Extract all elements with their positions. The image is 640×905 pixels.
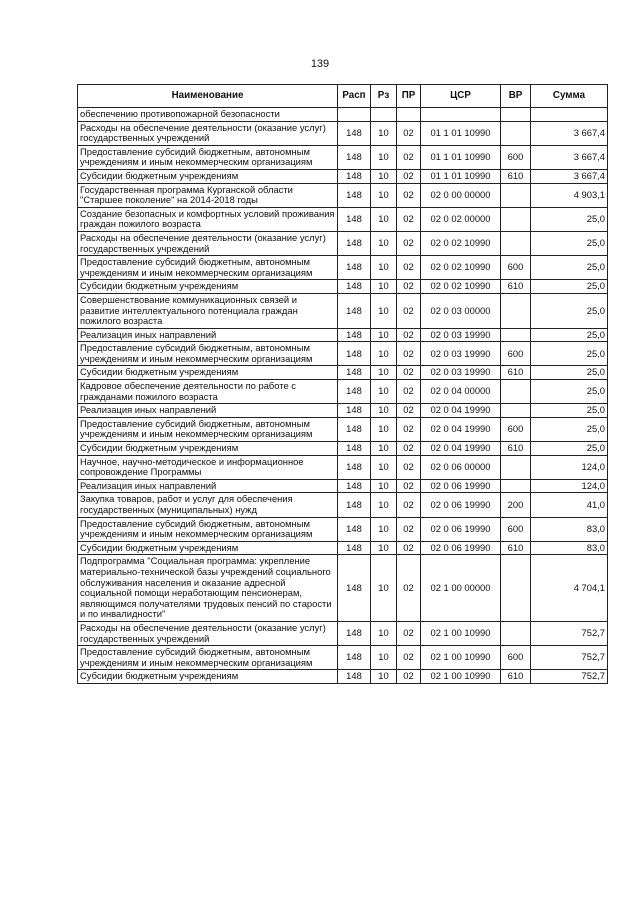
table-row: [78, 366, 608, 380]
row-sum-cell: 25,0: [531, 342, 608, 366]
row-vr-cell: 600: [501, 417, 531, 441]
row-rz-cell: 10: [371, 621, 397, 645]
row-rasp-cell: 148: [338, 455, 371, 479]
row-name-cell: Предоставление субсидий бюджетным, автономным учреждениям и иным некоммерческим организациям: [78, 417, 338, 441]
row-pr-cell: 02: [397, 280, 421, 294]
table-row: [78, 280, 608, 294]
row-name-cell: Совершенствование коммуникационных связей и развитие интеллектуального потенциала граждан пожилого возраста: [78, 293, 338, 328]
row-rasp-cell: 148: [338, 380, 371, 404]
row-rz-cell: 10: [371, 479, 397, 493]
row-rasp-cell: 148: [338, 555, 371, 622]
row-csr-cell: 02 0 06 19990: [421, 479, 501, 493]
row-name-cell: Создание безопасных и комфортных условий проживания граждан пожилого возраста: [78, 207, 338, 231]
row-vr-cell: [501, 555, 531, 622]
row-vr-cell: [501, 121, 531, 145]
row-rasp-cell: 148: [338, 670, 371, 684]
table-row: [78, 108, 608, 122]
row-sum-cell: 25,0: [531, 380, 608, 404]
row-sum-cell: 83,0: [531, 517, 608, 541]
table-row: [78, 479, 608, 493]
row-rz-cell: 10: [371, 342, 397, 366]
row-csr-cell: 02 0 03 00000: [421, 293, 501, 328]
row-rz-cell: 10: [371, 121, 397, 145]
row-pr-cell: 02: [397, 380, 421, 404]
row-pr-cell: 02: [397, 207, 421, 231]
row-name-cell: Расходы на обеспечение деятельности (оказание услуг) государственных учреждений: [78, 231, 338, 255]
row-sum-cell: 83,0: [531, 541, 608, 555]
row-rz-cell: 10: [371, 231, 397, 255]
row-vr-cell: 600: [501, 256, 531, 280]
row-vr-cell: [501, 293, 531, 328]
row-pr-cell: 02: [397, 169, 421, 183]
table-row: [78, 183, 608, 207]
row-sum-cell: 25,0: [531, 293, 608, 328]
row-sum-cell: 25,0: [531, 442, 608, 456]
row-pr-cell: 02: [397, 455, 421, 479]
row-sum-cell: 25,0: [531, 231, 608, 255]
row-rz-cell: 10: [371, 380, 397, 404]
table-header-row: [78, 85, 608, 108]
row-pr-cell: 02: [397, 231, 421, 255]
row-vr-cell: 600: [501, 342, 531, 366]
table-row: [78, 328, 608, 342]
row-rasp-cell: 148: [338, 121, 371, 145]
row-rz-cell: 10: [371, 207, 397, 231]
row-vr-cell: [501, 207, 531, 231]
row-pr-cell: 02: [397, 183, 421, 207]
header-sum: Сумма: [531, 85, 608, 108]
row-csr-cell: 01 1 01 10990: [421, 121, 501, 145]
row-vr-cell: [501, 479, 531, 493]
row-rasp-cell: 148: [338, 417, 371, 441]
row-rasp-cell: 148: [338, 183, 371, 207]
row-vr-cell: 610: [501, 366, 531, 380]
row-rz-cell: 10: [371, 541, 397, 555]
row-csr-cell: 02 0 03 19990: [421, 328, 501, 342]
row-sum-cell: 25,0: [531, 207, 608, 231]
row-sum-cell: 3 667,4: [531, 145, 608, 169]
row-csr-cell: 02 0 06 19990: [421, 517, 501, 541]
row-rz-cell: 10: [371, 404, 397, 418]
row-name-cell: Предоставление субсидий бюджетным, автономным учреждениям и иным некоммерческим организациям: [78, 646, 338, 670]
row-vr-cell: 610: [501, 280, 531, 294]
row-name-cell: Расходы на обеспечение деятельности (оказание услуг) государственных учреждений: [78, 121, 338, 145]
row-pr-cell: 02: [397, 479, 421, 493]
row-pr-cell: 02: [397, 145, 421, 169]
row-csr-cell: 02 0 03 19990: [421, 342, 501, 366]
row-vr-cell: 600: [501, 646, 531, 670]
row-csr-cell: 02 0 04 19990: [421, 404, 501, 418]
row-rasp-cell: 148: [338, 404, 371, 418]
row-csr-cell: 02 1 00 10990: [421, 646, 501, 670]
table-row: [78, 646, 608, 670]
header-csr: ЦСР: [421, 85, 501, 108]
row-rasp-cell: 148: [338, 293, 371, 328]
row-csr-cell: 01 1 01 10990: [421, 169, 501, 183]
table-row: [78, 442, 608, 456]
row-name-cell: Закупка товаров, работ и услуг для обеспечения государственных (муниципальных) нужд: [78, 493, 338, 517]
table-row: [78, 145, 608, 169]
row-csr-cell: 01 1 01 10990: [421, 145, 501, 169]
header-vr: ВР: [501, 85, 531, 108]
row-vr-cell: [501, 404, 531, 418]
row-name-cell: Предоставление субсидий бюджетным, автономным учреждениям и иным некоммерческим организациям: [78, 256, 338, 280]
row-csr-cell: 02 1 00 00000: [421, 555, 501, 622]
row-sum-cell: 41,0: [531, 493, 608, 517]
row-rz-cell: 10: [371, 256, 397, 280]
row-rasp-cell: 148: [338, 328, 371, 342]
row-csr-cell: 02 0 06 19990: [421, 541, 501, 555]
row-rasp-cell: 148: [338, 442, 371, 456]
row-name-cell: Субсидии бюджетным учреждениям: [78, 670, 338, 684]
row-sum-cell: 752,7: [531, 646, 608, 670]
row-name-cell: Подпрограмма "Социальная программа: укрепление материально-технической базы учреждений социального обслуживания населения и оказание адресной социальной помощи неработающим пенсионерам, являющимся получателями трудовых пенсий по старости и по инвалидности": [78, 555, 338, 622]
row-rasp-cell: 148: [338, 621, 371, 645]
row-csr-cell: 02 1 00 10990: [421, 621, 501, 645]
row-rz-cell: 10: [371, 293, 397, 328]
table-row: [78, 293, 608, 328]
row-csr-cell: [421, 108, 501, 122]
row-csr-cell: 02 0 06 19990: [421, 493, 501, 517]
row-name-cell: Реализация иных направлений: [78, 479, 338, 493]
row-rz-cell: 10: [371, 455, 397, 479]
row-rasp-cell: [338, 108, 371, 122]
row-csr-cell: 02 0 04 19990: [421, 417, 501, 441]
row-pr-cell: 02: [397, 293, 421, 328]
row-csr-cell: 02 1 00 10990: [421, 670, 501, 684]
row-name-cell: Государственная программа Курганской области "Старшее поколение" на 2014-2018 годы: [78, 183, 338, 207]
row-pr-cell: 02: [397, 555, 421, 622]
row-vr-cell: 200: [501, 493, 531, 517]
row-name-cell: Субсидии бюджетным учреждениям: [78, 442, 338, 456]
row-sum-cell: 752,7: [531, 621, 608, 645]
row-vr-cell: [501, 328, 531, 342]
table-row: [78, 417, 608, 441]
row-name-cell: Предоставление субсидий бюджетным, автономным учреждениям и иным некоммерческим организациям: [78, 517, 338, 541]
row-csr-cell: 02 0 04 00000: [421, 380, 501, 404]
row-pr-cell: 02: [397, 256, 421, 280]
row-name-cell: Субсидии бюджетным учреждениям: [78, 366, 338, 380]
row-name-cell: Расходы на обеспечение деятельности (оказание услуг) государственных учреждений: [78, 621, 338, 645]
row-vr-cell: [501, 108, 531, 122]
row-rasp-cell: 148: [338, 646, 371, 670]
row-sum-cell: 25,0: [531, 256, 608, 280]
row-name-cell: Кадровое обеспечение деятельности по работе с гражданами пожилого возраста: [78, 380, 338, 404]
row-vr-cell: [501, 183, 531, 207]
row-pr-cell: 02: [397, 366, 421, 380]
row-csr-cell: 02 0 02 10990: [421, 231, 501, 255]
row-rz-cell: 10: [371, 555, 397, 622]
row-vr-cell: [501, 231, 531, 255]
row-name-cell: Субсидии бюджетным учреждениям: [78, 541, 338, 555]
row-vr-cell: 610: [501, 541, 531, 555]
row-csr-cell: 02 0 00 00000: [421, 183, 501, 207]
row-csr-cell: 02 0 02 10990: [421, 280, 501, 294]
row-rz-cell: 10: [371, 646, 397, 670]
row-pr-cell: 02: [397, 328, 421, 342]
row-csr-cell: 02 0 03 19990: [421, 366, 501, 380]
row-sum-cell: 25,0: [531, 280, 608, 294]
table-row: [78, 670, 608, 684]
row-rz-cell: 10: [371, 366, 397, 380]
table-row: [78, 621, 608, 645]
row-csr-cell: 02 0 06 00000: [421, 455, 501, 479]
row-pr-cell: 02: [397, 342, 421, 366]
row-vr-cell: 600: [501, 517, 531, 541]
row-name-cell: Научное, научно-методическое и информационное сопровождение Программы: [78, 455, 338, 479]
table-row: [78, 342, 608, 366]
row-sum-cell: 25,0: [531, 328, 608, 342]
row-sum-cell: 124,0: [531, 479, 608, 493]
row-rasp-cell: 148: [338, 207, 371, 231]
row-rz-cell: [371, 108, 397, 122]
row-pr-cell: 02: [397, 517, 421, 541]
row-rasp-cell: 148: [338, 231, 371, 255]
row-rasp-cell: 148: [338, 517, 371, 541]
row-rz-cell: 10: [371, 280, 397, 294]
row-vr-cell: 610: [501, 442, 531, 456]
row-sum-cell: 25,0: [531, 404, 608, 418]
row-rz-cell: 10: [371, 328, 397, 342]
table-row: [78, 256, 608, 280]
row-name-cell: обеспечению противопожарной безопасности: [78, 108, 338, 122]
row-pr-cell: 02: [397, 646, 421, 670]
row-sum-cell: 25,0: [531, 366, 608, 380]
row-pr-cell: 02: [397, 541, 421, 555]
row-rasp-cell: 148: [338, 169, 371, 183]
row-sum-cell: 3 667,4: [531, 169, 608, 183]
row-rasp-cell: 148: [338, 145, 371, 169]
table-row: [78, 121, 608, 145]
table-row: [78, 541, 608, 555]
row-pr-cell: 02: [397, 670, 421, 684]
row-sum-cell: 4 704,1: [531, 555, 608, 622]
row-rasp-cell: 148: [338, 479, 371, 493]
row-name-cell: Реализация иных направлений: [78, 404, 338, 418]
row-vr-cell: 600: [501, 145, 531, 169]
row-sum-cell: 25,0: [531, 417, 608, 441]
row-pr-cell: 02: [397, 404, 421, 418]
table-row: [78, 231, 608, 255]
row-sum-cell: 4 903,1: [531, 183, 608, 207]
budget-table: [77, 84, 608, 684]
row-name-cell: Субсидии бюджетным учреждениям: [78, 169, 338, 183]
row-rasp-cell: 148: [338, 280, 371, 294]
table-row: [78, 169, 608, 183]
table-row: [78, 380, 608, 404]
table-row: [78, 517, 608, 541]
row-vr-cell: 610: [501, 169, 531, 183]
row-csr-cell: 02 0 04 19990: [421, 442, 501, 456]
row-pr-cell: 02: [397, 493, 421, 517]
row-sum-cell: 3 667,4: [531, 121, 608, 145]
header-name: Наименование: [78, 85, 338, 108]
page-number: 139: [310, 58, 330, 70]
table-row: [78, 493, 608, 517]
table-row: [78, 455, 608, 479]
row-pr-cell: 02: [397, 121, 421, 145]
row-name-cell: Предоставление субсидий бюджетным, автономным учреждениям и иным некоммерческим организациям: [78, 145, 338, 169]
row-pr-cell: 02: [397, 417, 421, 441]
row-vr-cell: [501, 380, 531, 404]
row-vr-cell: [501, 455, 531, 479]
header-pr: ПР: [397, 85, 421, 108]
row-sum-cell: 124,0: [531, 455, 608, 479]
row-vr-cell: [501, 621, 531, 645]
row-rz-cell: 10: [371, 169, 397, 183]
row-rasp-cell: 148: [338, 342, 371, 366]
row-sum-cell: [531, 108, 608, 122]
header-rasp: Расп: [338, 85, 371, 108]
row-rz-cell: 10: [371, 442, 397, 456]
row-rz-cell: 10: [371, 417, 397, 441]
row-rz-cell: 10: [371, 493, 397, 517]
row-rz-cell: 10: [371, 517, 397, 541]
row-rasp-cell: 148: [338, 366, 371, 380]
row-csr-cell: 02 0 02 10990: [421, 256, 501, 280]
row-rz-cell: 10: [371, 145, 397, 169]
row-name-cell: Предоставление субсидий бюджетным, автономным учреждениям и иным некоммерческим организациям: [78, 342, 338, 366]
row-csr-cell: 02 0 02 00000: [421, 207, 501, 231]
row-pr-cell: [397, 108, 421, 122]
table-row: [78, 404, 608, 418]
table-row: [78, 555, 608, 622]
row-vr-cell: 610: [501, 670, 531, 684]
table-row: [78, 207, 608, 231]
row-rz-cell: 10: [371, 183, 397, 207]
row-name-cell: Реализация иных направлений: [78, 328, 338, 342]
row-rz-cell: 10: [371, 670, 397, 684]
row-pr-cell: 02: [397, 621, 421, 645]
row-rasp-cell: 148: [338, 541, 371, 555]
row-name-cell: Субсидии бюджетным учреждениям: [78, 280, 338, 294]
row-pr-cell: 02: [397, 442, 421, 456]
header-rz: Рз: [371, 85, 397, 108]
row-rasp-cell: 148: [338, 493, 371, 517]
row-rasp-cell: 148: [338, 256, 371, 280]
row-sum-cell: 752,7: [531, 670, 608, 684]
